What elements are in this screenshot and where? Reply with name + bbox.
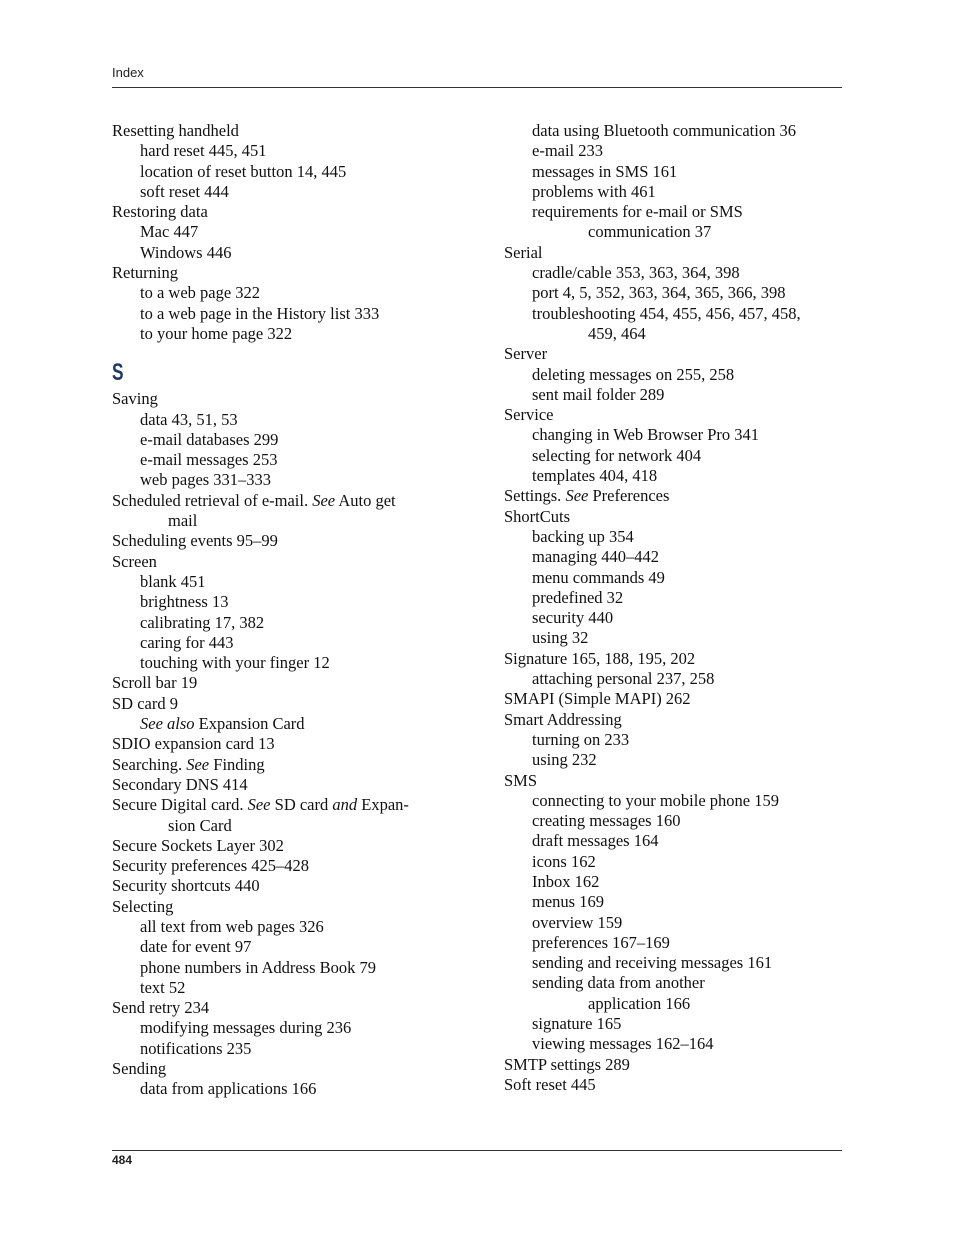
index-entry: Send retry 234 xyxy=(112,998,210,1018)
index-entry: Scheduled retrieval of e-mail. See Auto get xyxy=(112,490,396,510)
index-subentry: Inbox 162 xyxy=(532,871,600,891)
index-subentry: icons 162 xyxy=(532,851,596,871)
index-subentry: data using Bluetooth communication 36 xyxy=(532,121,796,140)
footer-rule xyxy=(112,1150,842,1151)
index-entry: SMTP settings 289 xyxy=(504,1054,630,1074)
index-subentry: backing up 354 xyxy=(532,526,634,546)
index-entry: Returning xyxy=(112,263,178,283)
index-subentry: web pages 331–333 xyxy=(140,470,272,490)
index-subentry: date for event 97 xyxy=(140,937,252,957)
index-entry: SDIO expansion card 13 xyxy=(112,734,275,754)
index-subentry: e-mail 233 xyxy=(532,141,604,161)
index-subentry: preferences 167–169 xyxy=(532,932,670,952)
index-entry: Security preferences 425–428 xyxy=(112,856,310,876)
index-subentry: problems with 461 xyxy=(532,181,656,201)
index-subentry: using 32 xyxy=(532,628,589,648)
index-subentry: menus 169 xyxy=(532,892,604,912)
index-subentry: e-mail messages 253 xyxy=(140,450,278,470)
page-number: 484 xyxy=(112,1153,133,1167)
index-subentry: using 232 xyxy=(532,750,597,770)
index-subentry: notifications 235 xyxy=(140,1038,252,1058)
index-subentry: modifying messages during 236 xyxy=(140,1018,352,1038)
index-subentry: messages in SMS 161 xyxy=(532,161,678,181)
index-entry: SD card 9 xyxy=(112,693,178,713)
index-subentry: requirements for e-mail or SMS xyxy=(532,202,743,222)
index-subentry: port 4, 5, 352, 363, 364, 365, 366, 398 xyxy=(532,283,786,303)
index-subentry: sent mail folder 289 xyxy=(532,384,665,404)
index-entry: SMAPI (Simple MAPI) 262 xyxy=(504,689,691,709)
index-subentry: caring for 443 xyxy=(140,632,234,652)
index-subentry: selecting for network 404 xyxy=(532,445,702,465)
index-entry: Secure Sockets Layer 302 xyxy=(112,835,284,855)
index-subentry: brightness 13 xyxy=(140,592,229,612)
index-subentry: blank 451 xyxy=(140,571,206,591)
index-subentry: calibrating 17, 382 xyxy=(140,612,265,632)
index-subentry: viewing messages 162–164 xyxy=(532,1034,714,1054)
index-subentry: to a web page in the History list 333 xyxy=(140,303,380,323)
index-entry: Selecting xyxy=(112,896,174,916)
index-subentry: text 52 xyxy=(140,977,186,997)
index-entry: SMS xyxy=(504,770,538,790)
index-entry: Restoring data xyxy=(112,202,208,222)
index-entry: Soft reset 445 xyxy=(504,1074,596,1094)
index-subentry: connecting to your mobile phone 159 xyxy=(532,790,779,810)
index-entry: Smart Addressing xyxy=(504,709,622,729)
running-head: Index xyxy=(112,65,144,80)
index-continuation: application 166 xyxy=(588,993,691,1013)
index-continuation: sion Card xyxy=(168,815,232,835)
index-subentry: managing 440–442 xyxy=(532,547,659,567)
index-column-left xyxy=(112,121,452,1100)
header-rule xyxy=(112,87,842,88)
index-subentry: sending and receiving messages 161 xyxy=(532,953,773,973)
section-letter: S xyxy=(112,359,124,387)
index-subentry: to your home page 322 xyxy=(140,323,293,343)
index-subentry: location of reset button 14, 445 xyxy=(140,161,347,181)
index-entry: Scheduling events 95–99 xyxy=(112,531,278,551)
index-entry: Scroll bar 19 xyxy=(112,673,198,693)
index-subentry: deleting messages on 255, 258 xyxy=(532,364,735,384)
index-entry: Secondary DNS 414 xyxy=(112,774,248,794)
index-entry: Resetting handheld xyxy=(112,121,239,140)
index-subentry: to a web page 322 xyxy=(140,283,261,303)
index-entry: Service xyxy=(504,405,554,425)
index-subentry: Windows 446 xyxy=(140,242,232,262)
index-subentry: Mac 447 xyxy=(140,222,199,242)
index-subentry: touching with your finger 12 xyxy=(140,653,330,673)
index-subentry: templates 404, 418 xyxy=(532,466,658,486)
index-entry: ShortCuts xyxy=(504,506,571,526)
index-subentry: changing in Web Browser Pro 341 xyxy=(532,425,760,445)
index-subentry: creating messages 160 xyxy=(532,811,681,831)
index-column-right xyxy=(504,121,844,1095)
index-entry: Secure Digital card. See SD card and Expan- xyxy=(112,795,409,815)
index-subentry: troubleshooting 454, 455, 456, 457, 458, xyxy=(532,303,801,323)
index-subentry: hard reset 445, 451 xyxy=(140,141,267,161)
index-subentry: overview 159 xyxy=(532,912,623,932)
index-continuation: communication 37 xyxy=(588,222,712,242)
index-subentry: turning on 233 xyxy=(532,729,630,749)
index-subentry: phone numbers in Address Book 79 xyxy=(140,957,377,977)
index-continuation: mail xyxy=(168,511,198,531)
index-subentry: signature 165 xyxy=(532,1014,622,1034)
index-subentry: attaching personal 237, 258 xyxy=(532,669,715,689)
index-subentry: predefined 32 xyxy=(532,587,624,607)
index-continuation: 459, 464 xyxy=(588,323,646,343)
index-subentry: data from applications 166 xyxy=(140,1079,317,1099)
index-subentry: cradle/cable 353, 363, 364, 398 xyxy=(532,263,740,283)
index-subentry: soft reset 444 xyxy=(140,181,229,201)
index-entry: Searching. See Finding xyxy=(112,754,265,774)
index-entry: Server xyxy=(504,344,548,364)
index-subentry: See also Expansion Card xyxy=(140,714,305,734)
index-subentry: data 43, 51, 53 xyxy=(140,409,238,429)
index-subentry: e-mail databases 299 xyxy=(140,429,279,449)
index-subentry: security 440 xyxy=(532,608,614,628)
index-subentry: all text from web pages 326 xyxy=(140,916,324,936)
index-entry: Sending xyxy=(112,1059,167,1079)
index-subentry: sending data from another xyxy=(532,973,705,993)
index-entry: Security shortcuts 440 xyxy=(112,876,260,896)
index-subentry: menu commands 49 xyxy=(532,567,665,587)
index-entry: Serial xyxy=(504,242,543,262)
index-entry: Settings. See Preferences xyxy=(504,486,670,506)
index-entry: Signature 165, 188, 195, 202 xyxy=(504,648,696,668)
index-subentry: draft messages 164 xyxy=(532,831,659,851)
index-entry: Screen xyxy=(112,551,157,571)
index-entry: Saving xyxy=(112,389,158,409)
